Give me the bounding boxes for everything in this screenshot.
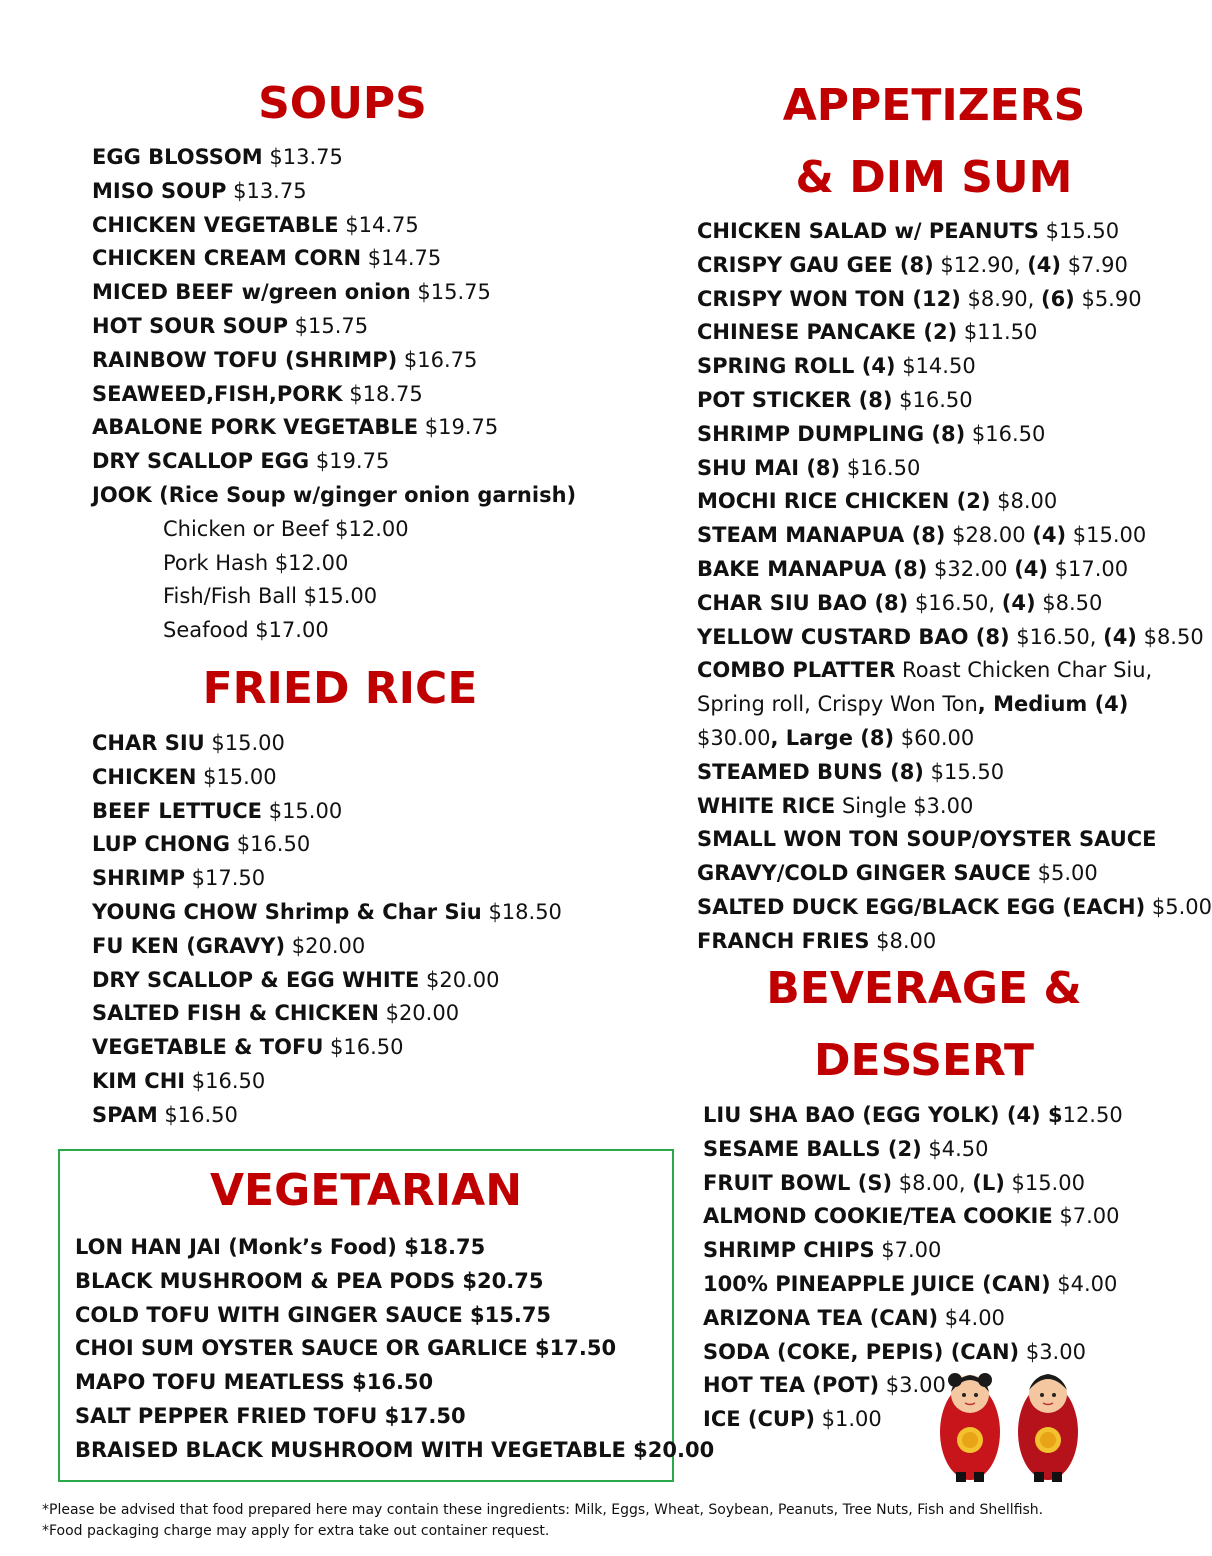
- menu-item-text: $28.00: [945, 523, 1033, 548]
- menu-item-text: 12.50: [1062, 1103, 1123, 1127]
- appetizers-list: [697, 215, 1212, 959]
- menu-item: [92, 795, 562, 829]
- item-name: MICED BEEF w/green onion: [92, 280, 411, 305]
- menu-item-text: ICE (CUP): [703, 1407, 815, 1432]
- appetizers-heading-line2: & DIM SUM: [795, 152, 1073, 203]
- vegetarian-heading: VEGETARIAN: [209, 1165, 523, 1216]
- item-price: $13.75: [262, 145, 343, 169]
- item-name: CHICKEN: [92, 764, 197, 789]
- item-name: SPAM: [92, 1102, 158, 1127]
- menu-item-text: WHITE RICE: [697, 793, 836, 818]
- menu-item-text: $8.50: [1136, 624, 1204, 649]
- soups-heading: SOUPS: [258, 78, 427, 129]
- menu-item: [697, 215, 1212, 249]
- menu-item-text: $5.90: [1074, 286, 1142, 311]
- menu-item-text: $15.50: [923, 759, 1005, 784]
- menu-item-text: $11.50: [957, 320, 1038, 345]
- menu-item-text: (6): [1040, 286, 1075, 311]
- appetizers-heading-line1: APPETIZERS: [782, 80, 1086, 131]
- item-name: MISO SOUP: [92, 178, 227, 203]
- allergen-notes: [42, 1500, 1043, 1542]
- vegetarian-list: [75, 1231, 714, 1468]
- menu-item-text: (4): [1001, 590, 1036, 615]
- jook-option: Fish/Fish Ball $15.00: [163, 584, 378, 609]
- menu-item: [92, 1099, 562, 1133]
- menu-item-text: (4): [1103, 624, 1137, 649]
- menu-item-text: (4): [1032, 523, 1067, 548]
- menu-item-text: BAKE MANAPUA (8): [697, 556, 928, 581]
- item-name: RAINBOW TOFU (SHRIMP): [92, 347, 398, 372]
- item-name: HOT SOUR SOUP: [92, 313, 288, 338]
- menu-item-text: , Medium (4): [977, 692, 1129, 717]
- menu-item: [92, 344, 576, 378]
- menu-item-text: HOT TEA (POT): [703, 1373, 880, 1398]
- menu-item-text: $3.00: [1019, 1339, 1086, 1364]
- menu-item-text: ALMOND COOKIE/TEA COOKIE: [703, 1204, 1053, 1229]
- menu-item-text: , Large (8): [770, 725, 895, 750]
- menu-item-text: $4.50: [921, 1136, 989, 1161]
- item-name: FU KEN (GRAVY): [92, 933, 286, 958]
- jook-option: Chicken or Beef $12.00: [163, 516, 409, 541]
- menu-item-text: ARIZONA TEA (CAN): [703, 1305, 939, 1330]
- item-price: $15.00: [204, 731, 285, 755]
- menu-item: [697, 452, 1212, 486]
- menu-item-text: $3.00: [879, 1373, 946, 1398]
- item-price: $15.75: [410, 280, 491, 305]
- item-name: BEEF LETTUCE: [92, 798, 263, 823]
- boy-figure-icon: [1018, 1374, 1078, 1482]
- packaging-note: *Food packaging charge may apply for extra take out container request.: [42, 1523, 550, 1539]
- menu-item: [92, 141, 576, 175]
- menu-item: [92, 862, 562, 896]
- menu-item-text: YELLOW CUSTARD BAO (8): [697, 624, 1010, 649]
- menu-item-text: CHICKEN SALAD w/ PEANUTS: [697, 219, 1039, 243]
- menu-item-text: $15.00: [1004, 1170, 1085, 1195]
- item-price: $16.75: [397, 347, 478, 372]
- menu-item-text: SHU MAI (8): [697, 455, 841, 480]
- menu-item-text: STEAM MANAPUA (8): [697, 523, 946, 548]
- menu-item: [92, 175, 576, 209]
- menu-item-text: FRUIT BOWL (S): [703, 1170, 893, 1195]
- menu-item: [92, 1065, 562, 1099]
- item-price: $20.00: [378, 1001, 460, 1026]
- item-price: $15.00: [262, 798, 343, 823]
- girl-figure-icon: [940, 1373, 1000, 1482]
- menu-item-text: SPRING ROLL (4): [697, 354, 896, 379]
- jook-option: Pork Hash $12.00: [163, 550, 349, 575]
- menu-item: [697, 654, 1212, 688]
- menu-item: [92, 1031, 562, 1065]
- menu-item-text: CHAR SIU BAO (8): [697, 590, 909, 615]
- menu-item: [697, 823, 1212, 857]
- menu-item-text: $8.00,: [892, 1170, 973, 1195]
- item-name: DRY SCALLOP EGG: [92, 449, 310, 474]
- menu-item-text: SALTED DUCK EGG/BLACK EGG (EACH): [697, 894, 1146, 919]
- menu-item: [92, 242, 576, 276]
- menu-item: [92, 209, 576, 243]
- jook-option: Seafood $17.00: [163, 618, 329, 643]
- item-name: SHRIMP: [92, 866, 185, 891]
- menu-item: [697, 756, 1212, 790]
- item-name: SALTED FISH & CHICKEN: [92, 1001, 379, 1026]
- item-name: YOUNG CHOW Shrimp & Char Siu: [92, 899, 482, 924]
- menu-item-text: $30.00: [697, 725, 771, 750]
- menu-item-text: LIU SHA BAO (EGG YOLK) (4) $: [703, 1103, 1063, 1127]
- item-price: $18.50: [481, 899, 562, 924]
- menu-item: [697, 621, 1212, 655]
- item-name: CHAR SIU: [92, 731, 205, 755]
- menu-item-text: $1.00: [814, 1407, 882, 1432]
- beverage-heading-line1: BEVERAGE &: [766, 963, 1082, 1014]
- menu-item: [92, 828, 562, 862]
- menu-item-text: $5.00: [1030, 861, 1098, 886]
- menu-item-text: Spring roll, Crispy Won Ton: [697, 692, 978, 717]
- menu-item-text: Roast Chicken Char Siu,: [895, 658, 1153, 683]
- menu-item: [697, 553, 1212, 587]
- menu-item-text: $15.50: [1038, 219, 1120, 243]
- menu-item-text: $17.00: [1048, 556, 1129, 581]
- item-name: VEGETABLE & TOFU: [92, 1035, 324, 1060]
- item-name: ABALONE PORK VEGETABLE: [92, 415, 419, 440]
- menu-item-text: POT STICKER (8): [697, 387, 893, 412]
- item-name: CHICKEN CREAM CORN: [92, 246, 362, 271]
- menu-item: COLD TOFU WITH GINGER SAUCE $15.75: [75, 1302, 552, 1327]
- menu-item: [703, 1133, 1123, 1167]
- fried-rice-heading: FRIED RICE: [202, 663, 478, 714]
- menu-item-text: $16.50,: [1009, 624, 1104, 649]
- menu-item: BRAISED BLACK MUSHROOM WITH VEGETABLE $20.00: [75, 1437, 715, 1462]
- item-price: $15.75: [288, 313, 369, 338]
- menu-item-text: $32.00: [927, 556, 1015, 581]
- menu-item: BLACK MUSHROOM & PEA PODS $20.75: [75, 1268, 544, 1293]
- menu-item-text: SODA (COKE, PEPIS) (CAN): [703, 1339, 1020, 1364]
- fried-rice-list: [92, 727, 562, 1133]
- item-price: $16.50: [323, 1035, 404, 1060]
- menu-item-text: $8.00: [869, 928, 937, 953]
- menu-item-text: $16.50: [892, 387, 973, 412]
- menu-item-text: $8.00: [990, 489, 1058, 514]
- item-price: $19.75: [418, 415, 499, 440]
- menu-item: [703, 1268, 1123, 1302]
- menu-item-text: $16.50: [840, 455, 921, 480]
- menu-item-text: $16.50,: [908, 590, 1002, 615]
- menu-item-text: (4): [1027, 252, 1062, 277]
- menu-item-text: (4): [1014, 556, 1048, 581]
- chinese-children-illustration: [930, 1362, 1090, 1488]
- menu-item: CHOI SUM OYSTER SAUCE OR GARLICE $17.50: [75, 1336, 617, 1361]
- menu-item: [697, 587, 1212, 621]
- menu-item-text: $4.00: [938, 1305, 1005, 1330]
- menu-item: [697, 283, 1212, 317]
- menu-item: [697, 350, 1212, 384]
- menu-item: [92, 964, 562, 998]
- menu-item-text: $7.90: [1061, 252, 1128, 277]
- menu-item: [92, 761, 562, 795]
- soups-list: [92, 141, 576, 648]
- menu-item: [703, 1200, 1123, 1234]
- item-price: $16.50: [157, 1102, 238, 1127]
- menu-item-text: $8.50: [1035, 590, 1103, 615]
- item-name: KIM CHI: [92, 1068, 186, 1093]
- menu-item: MAPO TOFU MEATLESS $16.50: [75, 1370, 434, 1395]
- menu-item-text: (L): [972, 1170, 1005, 1195]
- menu-item: [92, 930, 562, 964]
- menu-item: [697, 722, 1212, 756]
- item-price: $16.50: [185, 1068, 266, 1093]
- menu-item-text: CHINESE PANCAKE (2): [697, 320, 958, 345]
- menu-item: [697, 384, 1212, 418]
- menu-item-text: SESAME BALLS (2): [703, 1136, 922, 1161]
- allergen-note: *Please be advised that food prepared here may contain these ingredients: Milk, Eggs, Wheat, Soybean, Peanuts, Tree Nuts, Fish and Shellfish.: [42, 1502, 1044, 1518]
- menu-item-text: $4.00: [1050, 1271, 1118, 1296]
- item-price: $20.00: [285, 933, 366, 958]
- menu-item: [697, 249, 1212, 283]
- item-price: $14.75: [338, 212, 419, 237]
- item-price: $14.75: [361, 246, 442, 271]
- menu-item-text: GRAVY/COLD GINGER SAUCE: [697, 861, 1031, 886]
- menu-item: [92, 310, 576, 344]
- menu-item: [697, 485, 1212, 519]
- menu-item: [697, 891, 1212, 925]
- menu-item-text: $14.50: [895, 354, 976, 379]
- item-name: DRY SCALLOP & EGG WHITE: [92, 967, 420, 992]
- menu-item-text: $5.00: [1145, 894, 1212, 919]
- menu-item: [697, 925, 1212, 959]
- menu-item-text: $7.00: [874, 1238, 942, 1263]
- jook-title: JOOK (Rice Soup w/ginger onion garnish): [92, 482, 577, 507]
- menu-item-text: SHRIMP DUMPLING (8): [697, 421, 966, 446]
- menu-item: [92, 378, 576, 412]
- item-price: $16.50: [230, 832, 311, 857]
- item-price: $13.75: [226, 178, 307, 203]
- menu-item-text: $7.00: [1052, 1204, 1120, 1229]
- menu-item: [92, 896, 562, 930]
- menu-item-text: CRISPY WON TON (12): [697, 286, 961, 311]
- menu-item-text: SHRIMP CHIPS: [703, 1238, 875, 1263]
- menu-item-text: $16.50: [965, 421, 1046, 446]
- menu-item: [697, 316, 1212, 350]
- menu-item: [703, 1167, 1123, 1201]
- menu-item-text: FRANCH FRIES: [697, 928, 870, 953]
- menu-item-text: CRISPY GAU GEE (8): [697, 252, 934, 277]
- menu-item-text: SMALL WON TON SOUP/OYSTER SAUCE: [697, 827, 1157, 852]
- item-price: $20.00: [419, 967, 500, 992]
- menu-item-text: $60.00: [894, 725, 975, 750]
- menu-item: [697, 857, 1212, 891]
- item-price: $17.50: [184, 866, 266, 891]
- menu-item: [697, 519, 1212, 553]
- menu-item-text: 100% PINEAPPLE JUICE (CAN): [703, 1271, 1051, 1296]
- item-name: SEAWEED,FISH,PORK: [92, 381, 343, 406]
- menu-item: [703, 1302, 1123, 1336]
- menu-item-text: Single $3.00: [835, 793, 974, 818]
- menu-item: [697, 688, 1212, 722]
- menu-item: [92, 445, 576, 479]
- item-price: $19.75: [309, 449, 390, 474]
- menu-item-text: COMBO PLATTER: [697, 658, 896, 683]
- menu-item: [92, 276, 576, 310]
- menu-item-text: MOCHI RICE CHICKEN (2): [697, 489, 991, 514]
- menu-item: [703, 1099, 1123, 1133]
- menu-item: [92, 411, 576, 445]
- item-price: $18.75: [342, 381, 423, 406]
- menu-item: [697, 418, 1212, 452]
- item-name: EGG BLOSSOM: [92, 145, 263, 169]
- menu-item: [703, 1234, 1123, 1268]
- item-price: $15.00: [196, 764, 277, 789]
- menu-item: SALT PEPPER FRIED TOFU $17.50: [75, 1403, 466, 1428]
- item-name: LUP CHONG: [92, 832, 231, 857]
- beverage-heading-line2: DESSERT: [814, 1035, 1034, 1086]
- menu-item-text: STEAMED BUNS (8): [697, 759, 924, 784]
- menu-item-text: $8.90,: [960, 286, 1041, 311]
- menu-item-text: $12.90,: [933, 252, 1028, 277]
- menu-item-text: $15.00: [1066, 523, 1147, 548]
- menu-item: LON HAN JAI (Monk’s Food) $18.75: [75, 1235, 486, 1259]
- item-name: CHICKEN VEGETABLE: [92, 212, 339, 237]
- menu-item: [92, 997, 562, 1031]
- menu-item: [697, 790, 1212, 824]
- menu-item: [92, 727, 562, 761]
